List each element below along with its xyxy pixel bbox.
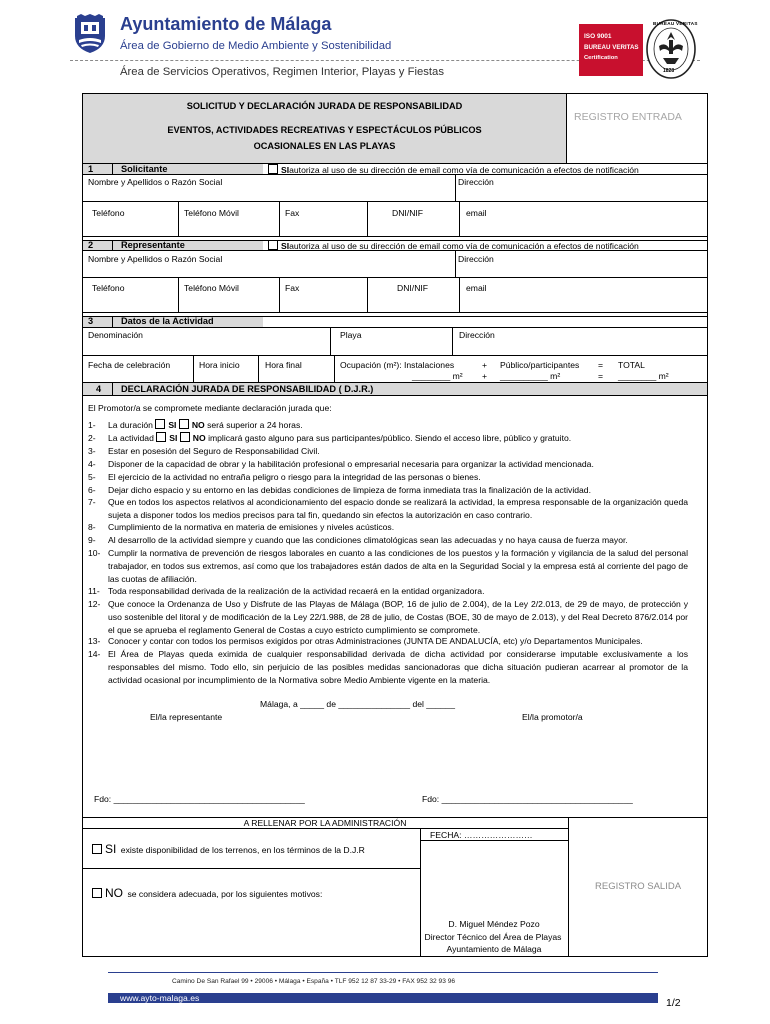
djr-item-3 (88, 445, 688, 458)
form-title-line1: SOLICITUD Y DECLARACIÓN JURADA DE RESPONSABILIDAD (186, 101, 463, 111)
s3-eq-1: = (598, 360, 604, 370)
signer-name: D. Miguel Méndez Pozo (448, 919, 540, 929)
s3-hora-inicio-field[interactable]: Hora inicio (199, 360, 240, 370)
s1-nombre-field[interactable]: Nombre y Apellidos o Razón Social (88, 177, 223, 187)
admin-mid-rule (82, 868, 420, 869)
s2-title: Representante (121, 240, 185, 250)
djr-item-6-num: 6- (88, 485, 96, 495)
footer-address: Camino De San Rafael 99 • 29006 • Málaga • España • TLF 952 12 87 33-29 • FAX 952 32 93 96 (172, 978, 456, 985)
s3-denominacion-field[interactable]: Denominación (88, 330, 143, 340)
s3-instalaciones-m2-field[interactable]: ________ m² (412, 371, 463, 381)
admin-title: A RELLENAR POR LA ADMINISTRACIÓN (243, 818, 407, 828)
s3-div-dir (452, 327, 453, 355)
admin-si-label: SI (105, 842, 117, 856)
duracion-si-checkbox[interactable] (155, 419, 165, 429)
department-name: Área de Servicios Operativos, Regimen Interior, Playas y Fiestas (120, 66, 444, 78)
s2-nombre-field[interactable]: Nombre y Apellidos o Razón Social (88, 254, 223, 264)
djr-item-11-text: Toda responsabilidad derivada de la realización de la actividad recaerá en la entidad organizadora. (108, 586, 485, 596)
s4-num-divider (112, 383, 113, 395)
djr-item-5-num: 5- (88, 472, 96, 482)
djr-item-10-text: Cumplir la normativa de prevención de riesgos laborales en cuanto a las condiciones de los puestos y la formación y vigilancia de la salud del personal trabajador, en todos sus extremos, así como que los trabajadores están dados de alta en la Seguridad Social y la empresa está al corriente del pago de las cuotas de afiliación. (108, 548, 688, 584)
djr-item-13-text: Conocer y contar con todos los permisos exigidos por otras Administraciones (JUNTA DE ANDALUCÍA, etc) y/o Departamentos Municipales. (108, 636, 643, 646)
s3-num-divider (112, 316, 113, 327)
s3-title: Datos de la Actividad (121, 316, 214, 326)
place-date-line[interactable]: Málaga, a _____ de _______________ del ______ (260, 699, 455, 709)
s3-row1-rule (82, 355, 708, 356)
s3-total-m2-field[interactable]: ________ m² (618, 371, 669, 381)
representante-signature-field[interactable]: Fdo: ________________________________________ (94, 794, 305, 804)
iso-label: ISO 9001 (584, 33, 612, 40)
s3-div-hi (193, 355, 194, 382)
djr-item-2-post: implicará gasto alguno para sus participantes/público. Siendo el acceso libre, público y gratuito. (208, 433, 572, 443)
s3-total-label: TOTAL (618, 360, 645, 370)
djr-item-10 (88, 547, 688, 586)
signer-title: Director Técnico del Área de Playas (424, 932, 562, 942)
s4-number: 4 (96, 384, 102, 394)
gasto-no-checkbox[interactable] (180, 432, 190, 442)
s1-num-divider (112, 164, 113, 174)
registro-entrada-stamp[interactable]: REGISTRO ENTRADA (574, 111, 682, 123)
djr-item-14-num: 14- (88, 649, 101, 659)
djr-item-1-post: será superior a 24 horas. (207, 420, 303, 430)
djr-item-4 (88, 458, 688, 471)
s2-si-checkbox[interactable] (268, 240, 278, 250)
admin-no-checkbox[interactable] (92, 888, 102, 898)
djr-item-12 (88, 598, 688, 637)
gasto-si-checkbox[interactable] (156, 432, 166, 442)
djr-item-6-text: Dejar dicho espacio y su entorno en las debidas condiciones de limpieza de forma inmediata tras la finalización de la actividad. (108, 485, 591, 495)
s1-dni-field[interactable]: DNI/NIF (392, 208, 424, 218)
s1-row1-rule (82, 201, 708, 202)
s3-div-playa (330, 327, 331, 355)
admin-fecha-field[interactable]: FECHA: …………………… (430, 830, 533, 840)
bureau-veritas-seal (645, 18, 697, 80)
djr-item-2 (88, 432, 688, 445)
s2-div-c (367, 277, 368, 312)
s2-si-label: SI (281, 241, 290, 251)
s4-title: DECLARACIÓN JURADA DE RESPONSABILIDAD ( D.J.R.) (121, 384, 374, 394)
djr-item-10-num: 10- (88, 548, 101, 558)
form-title-line2: EVENTOS, ACTIVIDADES RECREATIVAS Y ESPECTÁCULOS PÚBLICOS (167, 125, 482, 135)
s2-div-d (459, 277, 460, 312)
djr-item-9-num: 9- (88, 535, 96, 545)
s4-header-rule (82, 395, 708, 396)
s3-header-rule (82, 327, 708, 328)
s2-autoriza-text: autoriza al uso de su dirección de email como vía de comunicación a efectos de notificación (289, 241, 639, 251)
djr-item-6 (88, 484, 688, 497)
djr-item-3-text: Estar en posesión del Seguro de Responsabilidad Civil. (108, 446, 320, 456)
djr-item-5-text: El ejercicio de la actividad no entraña peligro o riesgo para la integridad de las personas o bienes. (108, 472, 481, 482)
djr-item-12-num: 12- (88, 599, 101, 609)
djr-item-8 (88, 521, 688, 534)
s2-dni-field[interactable]: DNI/NIF (397, 283, 429, 293)
djr-item-14-text: El Área de Playas queda eximida de cualquier responsabilidad derivada de dicha actividad por considerarse imputable exclusivamente a los responsables del mismo. Todo ello, sin perjuicio de las posibles medidas sancionadoras que dicha situación pudieran acarrear al promotor de la actividad ocasional por incumplimiento de la Normativa sobre Medio Ambiente vigente en la materia. (108, 649, 688, 685)
s2-number: 2 (88, 240, 94, 250)
s3-ocupacion-label: Ocupación (m²): Instalaciones (340, 360, 455, 370)
djr-item-4-text: Disponer de la capacidad de obrar y la habilitación profesional o empresarial necesaria para organizar la actividad mencionada. (108, 459, 594, 469)
admin-si-checkbox[interactable] (92, 844, 102, 854)
org-name: Ayuntamiento de Málaga (120, 14, 332, 34)
gasto-si-label: SI (169, 433, 178, 443)
registro-salida-stamp[interactable]: REGISTRO SALIDA (595, 881, 682, 892)
s3-div-hf (258, 355, 259, 382)
djr-item-7 (88, 496, 688, 522)
seal-top-text: BUREAU VERITAS (653, 21, 698, 26)
admin-title-rule (82, 828, 568, 829)
djr-item-12-text: Que conoce la Ordenanza de Uso y Disfrute de las Playas de Málaga (BOP, 16 de julio de 2.004), de la Ley 2/2.013, de 29 de mayo, de protección y uso sostenible del litoral y de modificación de la Ley 22/1.988, de 28 de julio, de Costas (BOE, 30 de mayo de 2.013), y del Real Decreto 876/2.014 por el que se aprueba el reglamento General de Costas a cuyo estricto cumplimiento se compromete. (108, 599, 688, 635)
promotor-signature-field[interactable]: Fdo: ________________________________________ (422, 794, 633, 804)
s2-div-b (279, 277, 280, 312)
admin-si-option[interactable] (92, 840, 365, 858)
djr-item-5 (88, 471, 688, 484)
s1-div-d (459, 201, 460, 236)
s1-bottom-rule (82, 236, 708, 237)
s2-top-rule (82, 240, 708, 241)
footer-rule (108, 972, 658, 973)
s2-div-a (178, 277, 179, 312)
s3-eq-2: = (598, 371, 604, 381)
title-divider (566, 93, 567, 163)
s3-hora-final-field[interactable]: Hora final (265, 360, 302, 370)
djr-item-1-pre: La duración (108, 420, 153, 430)
s3-playa-field[interactable]: Playa (340, 330, 362, 340)
s3-direccion-field[interactable]: Dirección (459, 330, 495, 340)
s3-publico-m2-field[interactable]: __________ m² (500, 371, 561, 381)
djr-item-11-num: 11- (88, 586, 100, 596)
djr-item-2-num: 2- (88, 433, 96, 443)
djr-item-9-text: Al desarrollo de la actividad siempre y cuando que las condiciones climatológicas sean las adecuadas y no haya causa de fuerza mayor. (108, 535, 628, 545)
admin-fecha-rule (420, 840, 568, 841)
s4-intro: El Promotor/a se compromete mediante declaración jurada que: (88, 403, 332, 413)
duracion-si-label: SI (168, 420, 177, 430)
s3-number: 3 (88, 316, 94, 326)
iso-certification-badge (579, 24, 643, 76)
s2-direccion-field[interactable]: Dirección (458, 254, 494, 264)
s1-div-a (178, 201, 179, 236)
s2-bottom-rule (82, 312, 708, 313)
djr-item-4-num: 4- (88, 459, 96, 469)
s1-direccion-field[interactable]: Dirección (458, 177, 494, 187)
s2-telefono-field[interactable]: Teléfono (92, 283, 125, 293)
djr-item-9 (88, 534, 688, 547)
signer-org: Ayuntamiento de Málaga (446, 944, 542, 954)
certification-label: Certification (584, 55, 618, 61)
s1-div-c (367, 201, 368, 236)
s2-header-rule (82, 250, 708, 251)
s3-plus-2: + (482, 371, 488, 381)
s2-email-field[interactable]: email (466, 283, 487, 293)
representante-label: El/la representante (150, 712, 223, 722)
s1-row1-divider (455, 174, 456, 201)
org-area: Área de Gobierno de Medio Ambiente y Sostenibilidad (120, 40, 392, 52)
s2-row1-divider (455, 250, 456, 277)
djr-item-2-pre: La actividad (108, 433, 154, 443)
s1-fax-field[interactable]: Fax (285, 208, 300, 218)
s2-row1-rule (82, 277, 708, 278)
djr-item-7-text: Que en todos los aspectos relativos al acondicionamiento del espacio donde se realizará la actividad, la empresa responsable de la organización queda sujeta a disponer todos los medios precisos para tal fin, quedando sin efectos la autorización en caso contrario. (108, 497, 688, 520)
footer-web-link[interactable]: www.ayto-malaga.es (120, 993, 200, 1003)
djr-item-14 (88, 648, 688, 687)
s3-plus-1: + (482, 360, 488, 370)
s1-autoriza-text: autoriza al uso de su dirección de email como vía de comunicación a efectos de notificación (289, 165, 639, 175)
s2-num-divider (112, 240, 113, 250)
djr-item-7-num: 7- (88, 497, 96, 507)
city-shield-logo (71, 14, 109, 54)
s2-movil-field[interactable]: Teléfono Móvil (184, 283, 239, 293)
djr-item-8-text: Cumplimiento de la normativa en materia de emisiones y niveles acústicos. (108, 522, 395, 532)
duracion-no-label: NO (191, 420, 205, 430)
s3-publico-label: Público/participantes (500, 360, 580, 370)
djr-item-11 (88, 585, 688, 598)
s3-div-oc (334, 355, 335, 382)
seal-year: 1828 (663, 68, 675, 74)
s3-fecha-field[interactable]: Fecha de celebración (88, 360, 171, 370)
djr-item-13-num: 13- (88, 636, 101, 646)
s1-header-rule (82, 174, 708, 175)
s1-si-checkbox[interactable] (268, 164, 278, 174)
s1-title: Solicitante (121, 164, 168, 174)
s1-number: 1 (88, 164, 94, 174)
djr-item-8-num: 8- (88, 522, 96, 532)
page-number: 1/2 (666, 997, 681, 1009)
s1-header-bg (83, 164, 263, 174)
djr-item-1-num: 1- (88, 420, 96, 430)
admin-si-text: existe disponibilidad de los terrenos, en los términos de la D.J.R (120, 845, 365, 855)
djr-item-13 (88, 635, 688, 648)
s2-fax-field[interactable]: Fax (285, 283, 300, 293)
admin-no-option[interactable] (92, 884, 322, 902)
s1-div-b (279, 201, 280, 236)
admin-no-label: NO (105, 886, 123, 900)
s1-telefono-field[interactable]: Teléfono (92, 208, 125, 218)
promotor-label: El/la promotor/a (522, 712, 583, 722)
duracion-no-checkbox[interactable] (179, 419, 189, 429)
s1-email-field[interactable]: email (466, 208, 487, 218)
s1-movil-field[interactable]: Teléfono Móvil (184, 208, 239, 218)
bv-label: BUREAU VERITAS (584, 44, 639, 51)
gasto-no-label: NO (192, 433, 206, 443)
s1-si-label: SI (281, 165, 290, 175)
djr-item-3-num: 3- (88, 446, 96, 456)
djr-item-1 (88, 419, 688, 432)
admin-no-text: se considera adecuada, por los siguientes motivos: (127, 889, 323, 899)
form-title-line3: OCASIONALES EN LAS PLAYAS (253, 141, 396, 151)
